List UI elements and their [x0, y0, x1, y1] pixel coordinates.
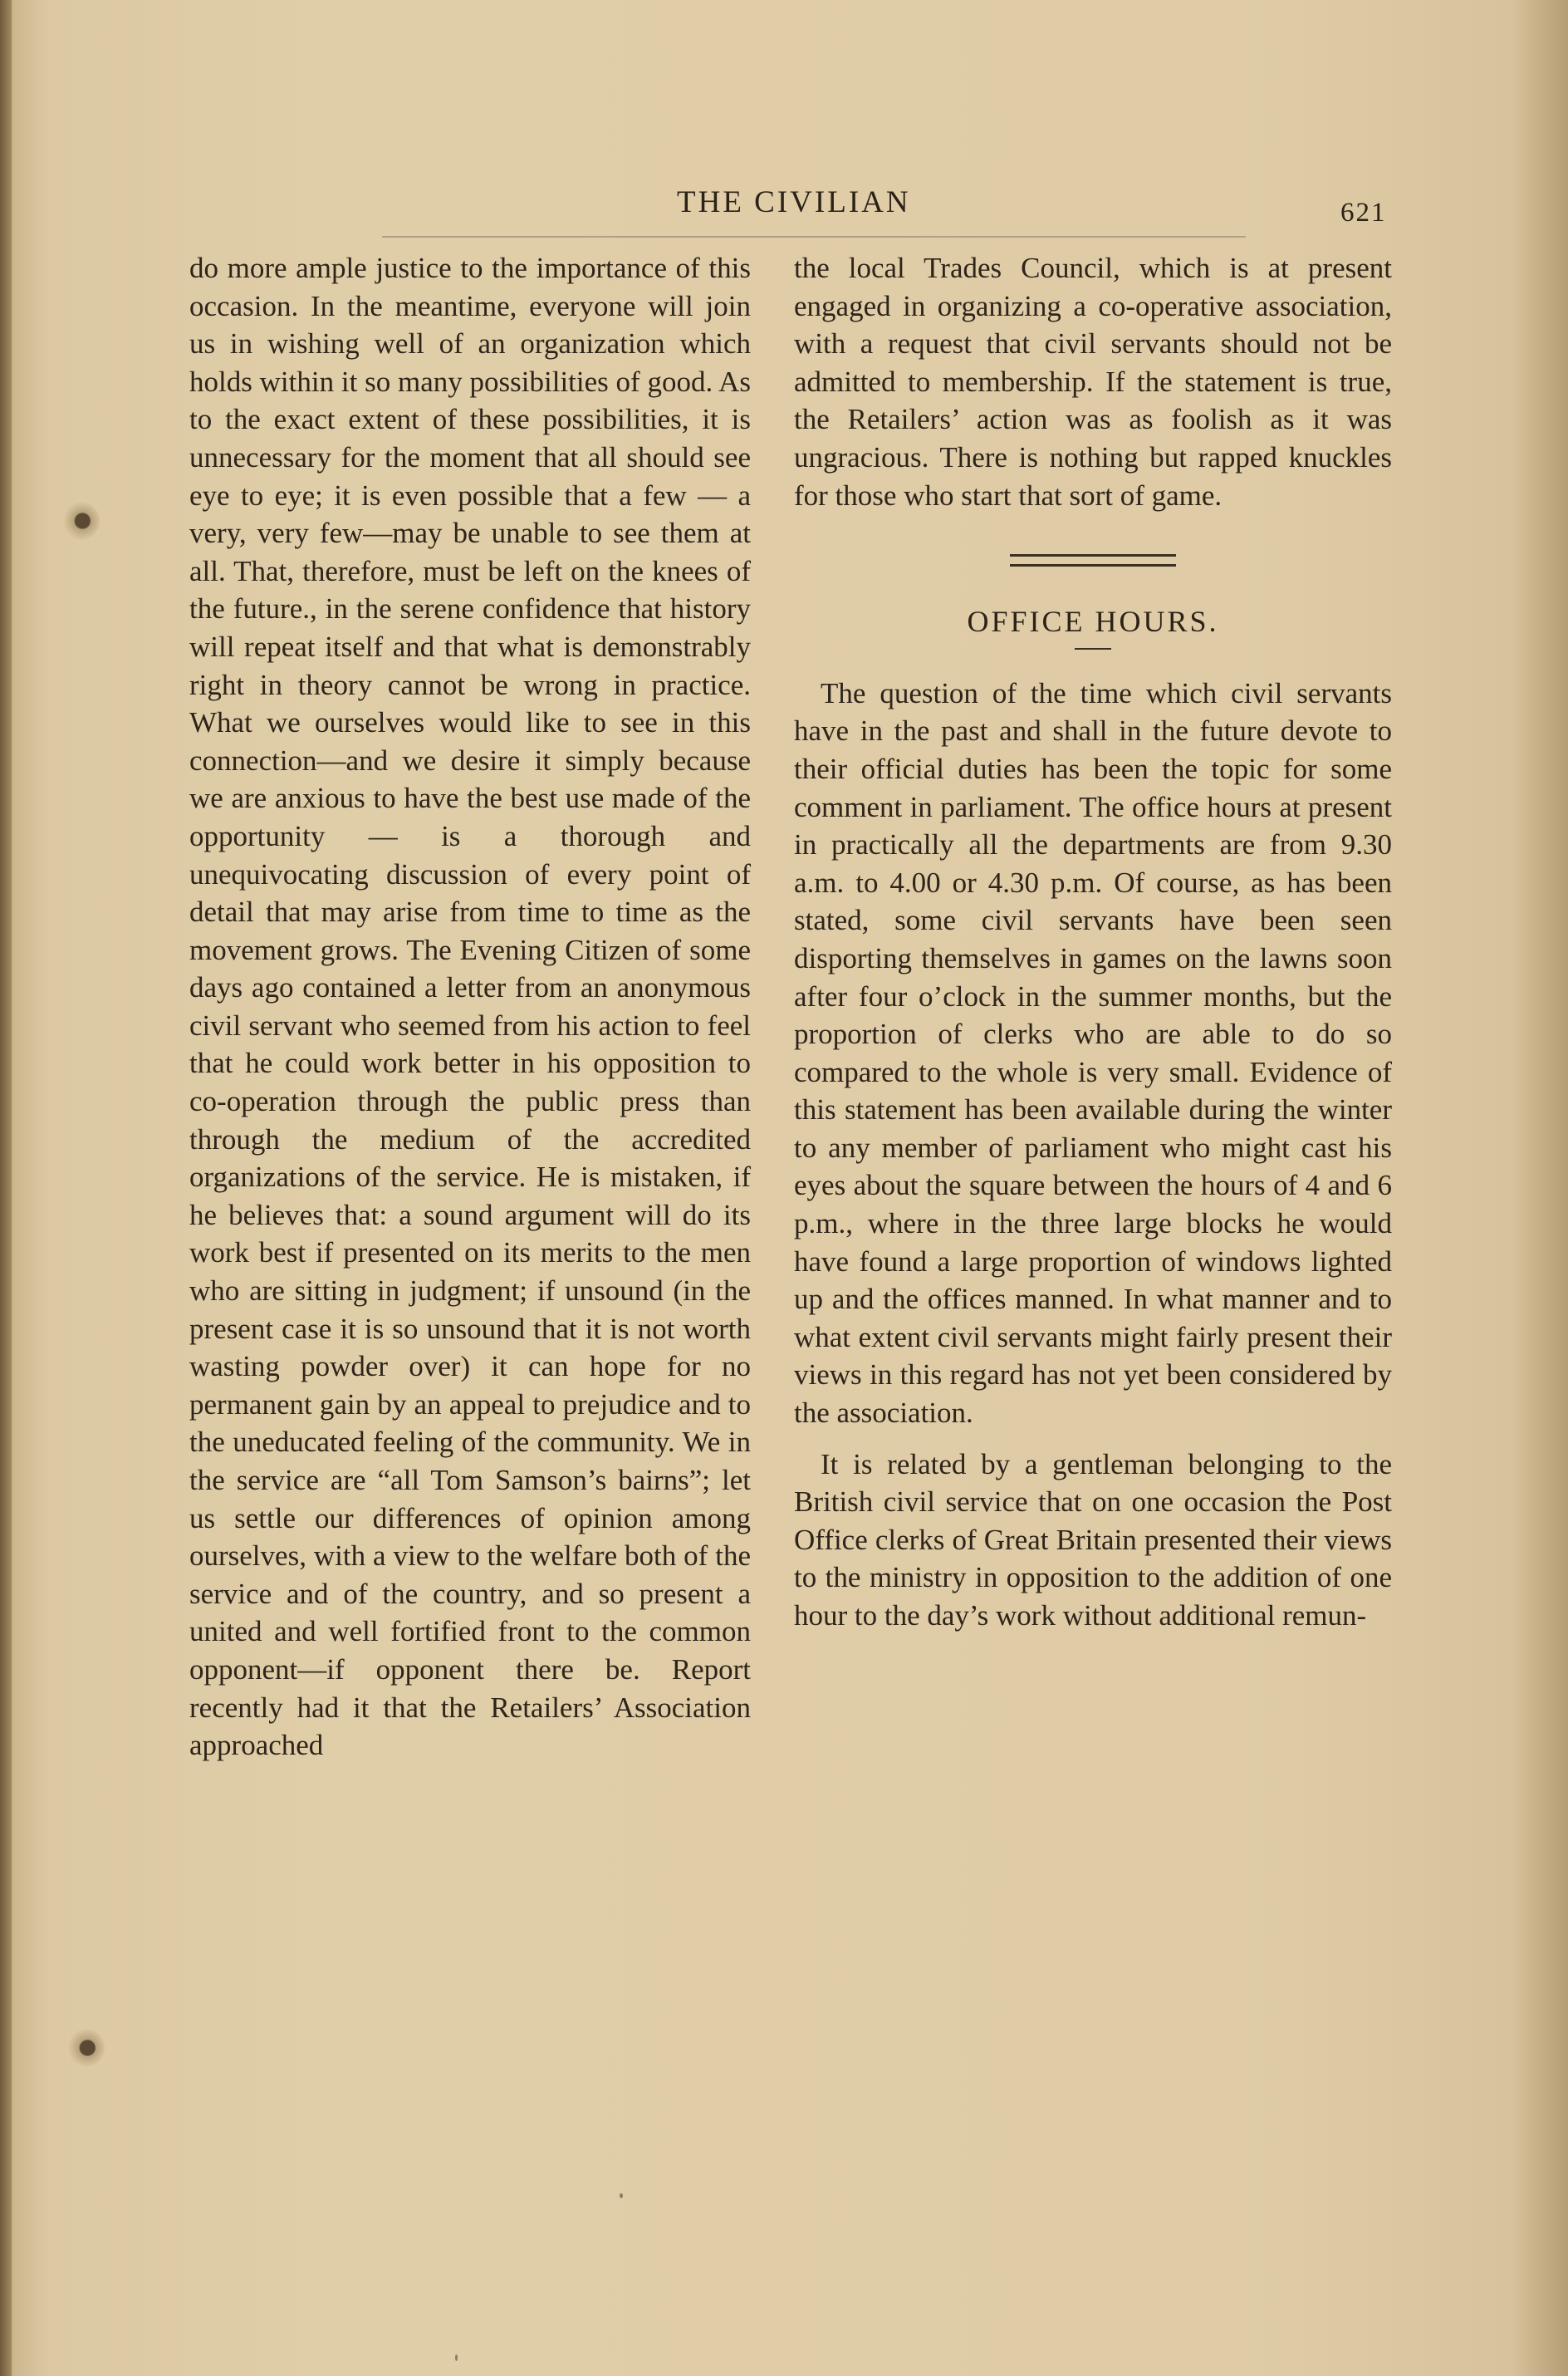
office-hours-paragraph-1: The question of the time which civil servants have in the past and shall in the future devote to their official duties has been the topic for some comment in parliament. The office hours at present in practically all the departments are from 9.30 a.m. to 4.00 or 4.30 p.m. Of course, as has been stated, some civil servants have been seen disporting themselves in games on the lawns soon after four o’clock in the summer months, but the proportion of clerks who are able to do so compared to the whole is very small. Evidence of this statement has been available during the winter to any member of parliament who might cast his eyes about the square between the hours of 4 and 6 p.m., where in the three large blocks he would have found a large proportion of windows lighted up and the offices manned. In what manner and to what extent civil servants might fairly present their views in this regard has not yet been considered by the association. [794, 676, 1392, 1430]
page-number: 621 [1340, 198, 1387, 228]
punch-hole-bottom [66, 2029, 105, 2067]
header-rule [382, 236, 1246, 238]
paper-speck [455, 2354, 458, 2361]
punch-hole-top [61, 502, 100, 540]
section-divider [1010, 554, 1176, 567]
office-hours-paragraph-2: It is related by a gentleman belonging to the British civil service that on one occasion the Post Office clerks of Great Britain presented their views to the ministry in opposition to the addition of one hour to the day’s work without additional remun- [794, 1447, 1392, 1632]
left-column-paragraph: do more ample justice to the importance of this occasion. In the meantime, everyone will join us in wishing well of an organization which holds within it so many possibilities of good. As to the exact extent of these possibilities, it is unnecessary for the moment that all should see eye to eye; it is even possible that a few — a very, very few—may be unable to see them at all. That, therefore, must be left on the knees of the future., in the serene confidence that history will repeat itself and that what is demonstrably right in theory cannot be wrong in practice. What we ourselves would like to see in this connection—and we desire it simply because we are anxious to have the best use made of the opportunity — is a thorough and unequivocating discussion of every point of detail that may arise from time to time as the movement grows. The Evening Citizen of some days ago contained a letter from an anonymous civil servant who seemed from his action to feel that he could work better in his opposition to co-operation through the public press than through the medium of the accredited organizations of the service. He is mistaken, if he believes that: a sound argument will do its work best if presented on its merits to the men who are sitting in judgment; if unsound (in the present case it is so unsound that it is not worth wasting powder over) it can hope for no permanent gain by an appeal to prejudice and to the uneducated feeling of the community. We in the service are “all Tom Samson’s bairns”; let us settle our differences of opinion among ourselves, with a view to the welfare both of the service and of the country, and so present a united and well fortified front to the common opponent—if opponent there be. Report recently had it that the Retailers’ Association approached [189, 252, 751, 1762]
binding-edge [0, 0, 12, 2376]
section-heading: OFFICE HOURS. [967, 605, 1219, 639]
left-column [189, 249, 751, 1765]
right-column [794, 249, 1392, 1635]
paper-speck [620, 2193, 623, 2198]
right-column-continuation: the local Trades Council, which is at present engaged in organizing a co-operative association, with a request that civil servants should not be admitted to membership. If the statement is true, the Retailers’ action was as foolish as it was ungracious. There is nothing but rapped knuckles for those who start that sort of game. [794, 252, 1392, 512]
running-title: THE CIVILIAN [677, 185, 911, 219]
heading-rule [1075, 648, 1111, 650]
